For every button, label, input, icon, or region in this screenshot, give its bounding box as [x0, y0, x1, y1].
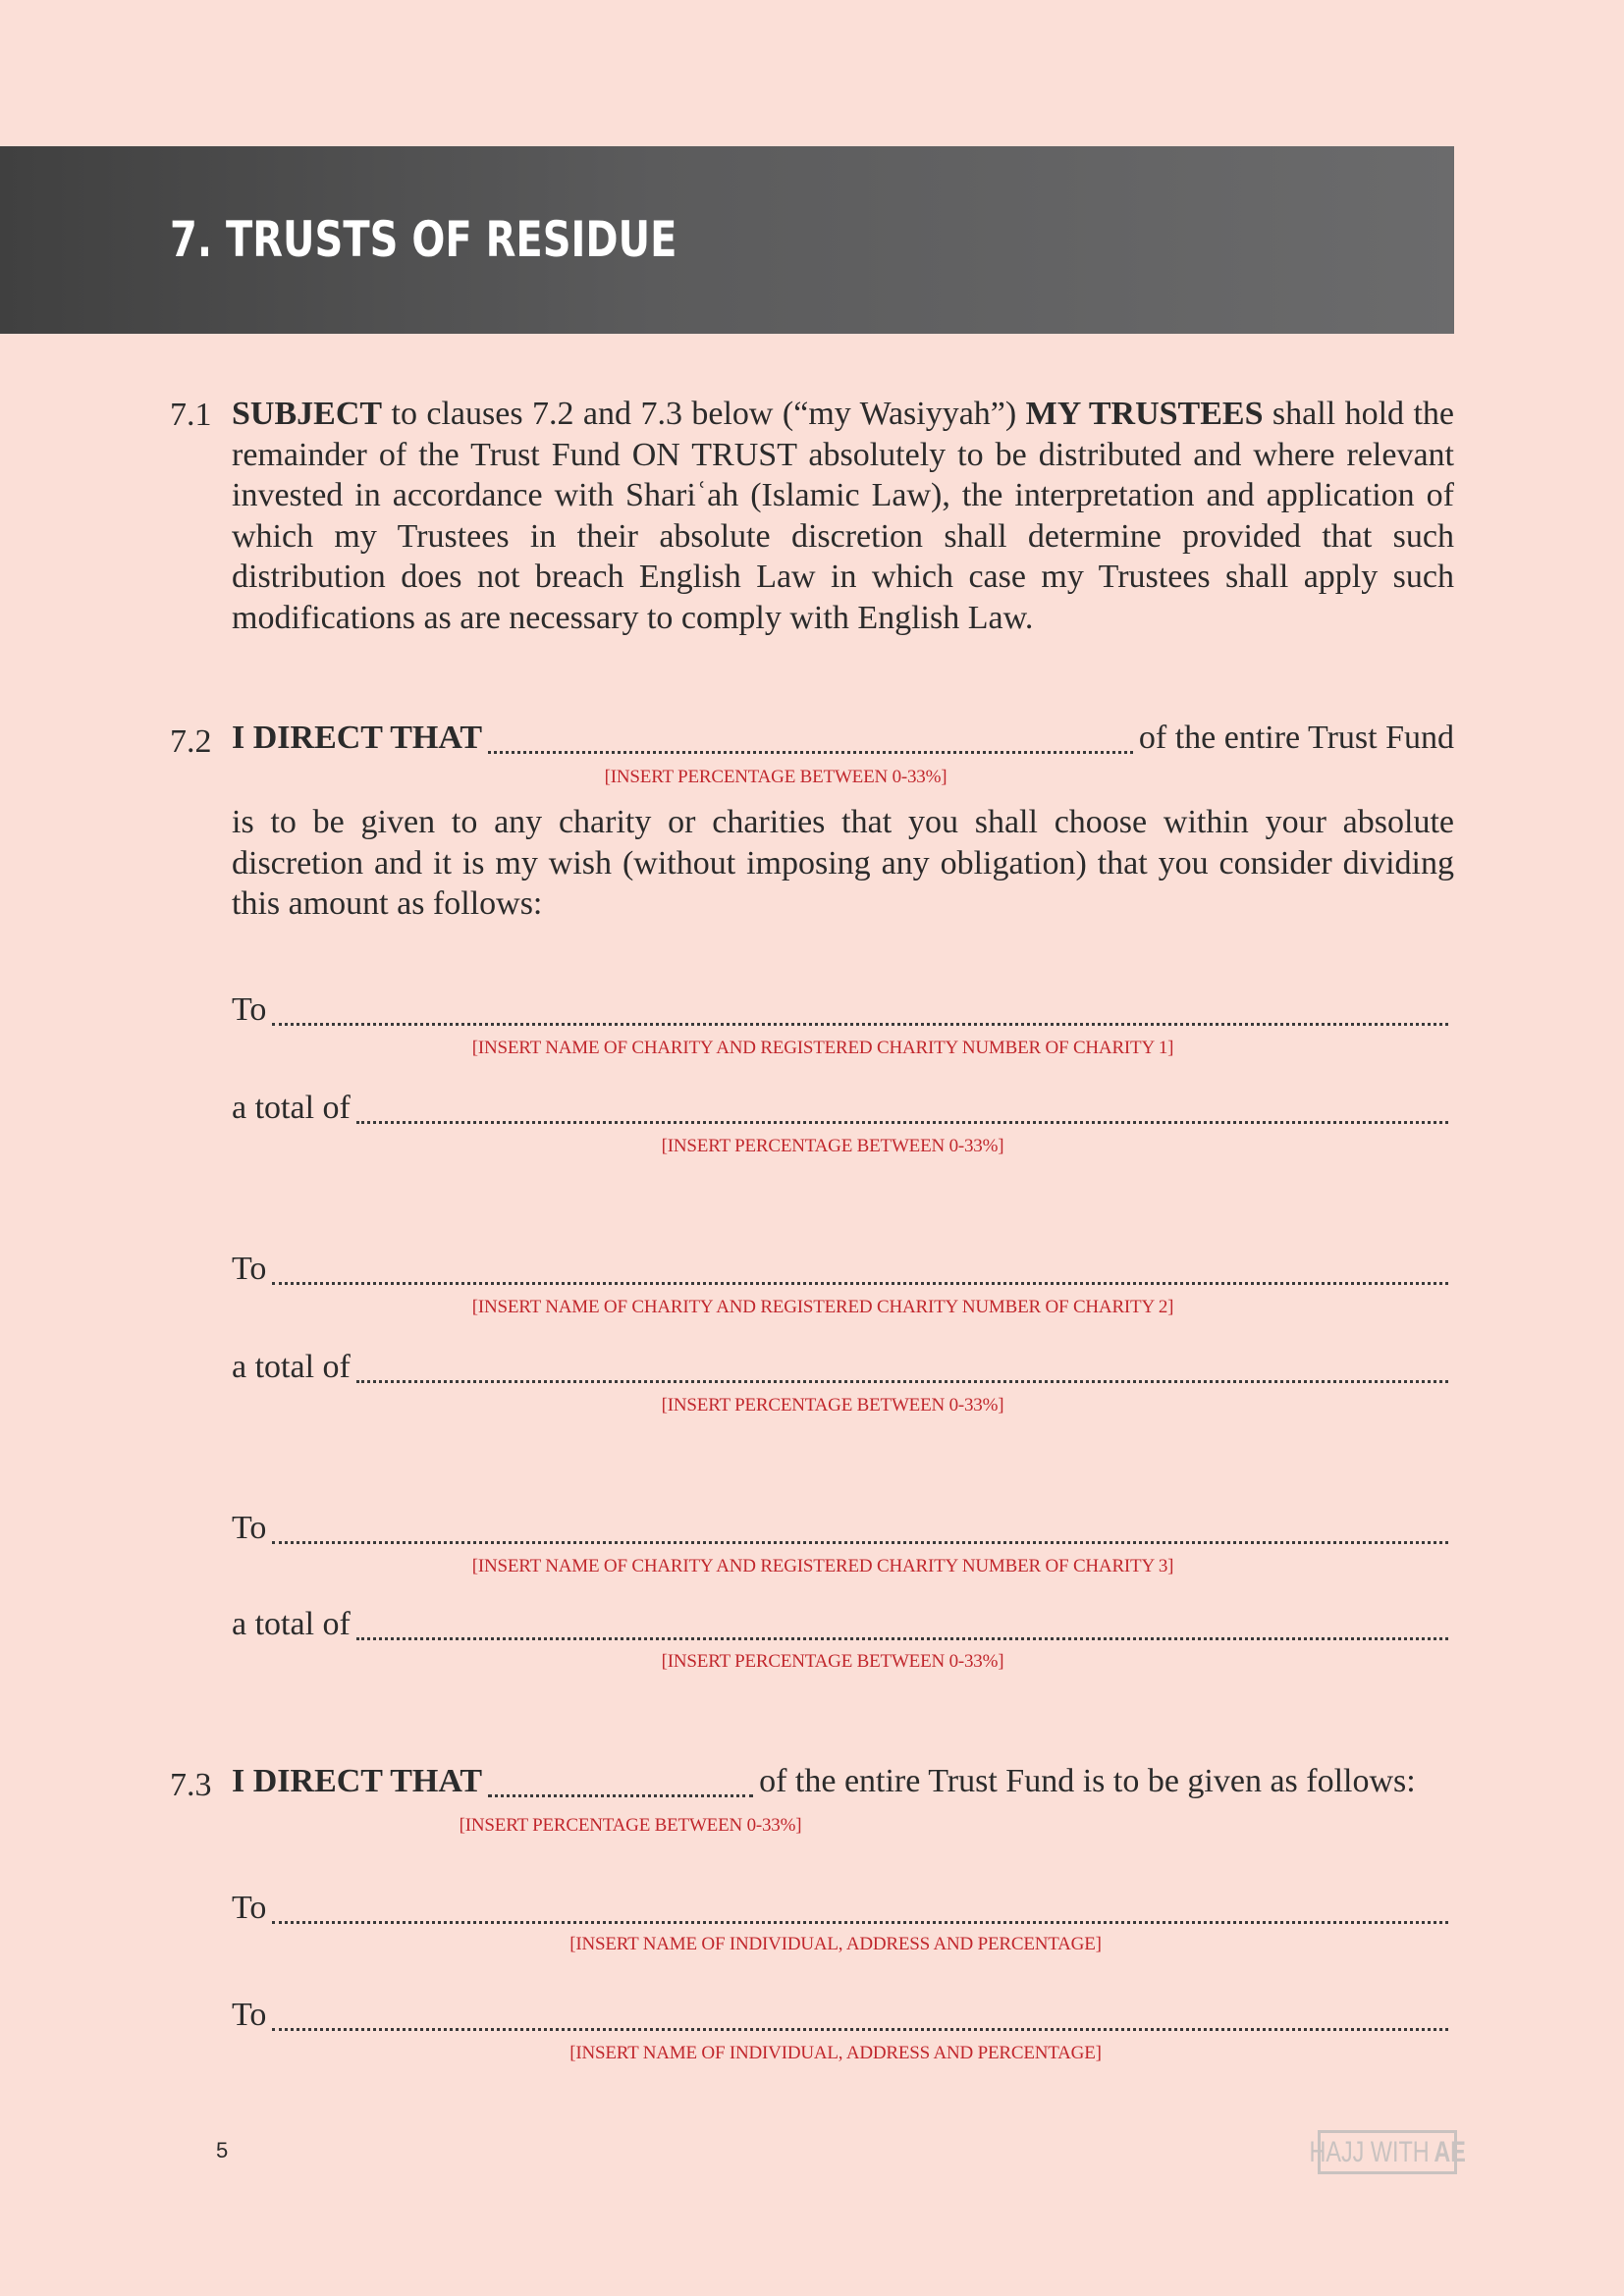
recipient-2-to-line: [232, 1997, 1454, 2040]
clause-7-2-hint: [INSERT PERCENTAGE BETWEEN 0-33%]: [604, 767, 947, 787]
clause-7-3-lead: I DIRECT THAT: [232, 1763, 483, 1799]
charity-1-total-line: [232, 1090, 1454, 1133]
recipient-2-hint: [INSERT NAME OF INDIVIDUAL, ADDRESS AND PERCENTAGE]: [569, 2043, 1102, 2063]
charity-2-percentage-hint: [INSERT PERCENTAGE BETWEEN 0-33%]: [661, 1395, 1004, 1415]
charity-2-total-line: [232, 1349, 1454, 1392]
page-number: 5: [216, 2138, 229, 2163]
section-title: 7. TRUSTS OF RESIDUE: [170, 211, 677, 268]
recipient-1-field[interactable]: [272, 1881, 1448, 1924]
charity-3-name-hint: [INSERT NAME OF CHARITY AND REGISTERED CHARITY NUMBER OF CHARITY 3]: [471, 1556, 1174, 1576]
charity-3-to-line: [232, 1510, 1454, 1553]
clause-7-1-text-part2: shall hold the remainder of the Trust Fund ON TRUST absolutely to be distributed and where relevant invested in accordance with Shariʿah (Islamic Law), the interpretation and application of which my Trustees in their absolute discretion shall determine provided that such distribution does not breach English Law in which case my Trustees shall apply such modifications as are necessary to comply with English Law.: [232, 396, 1454, 636]
brand-logo: [1309, 2130, 1466, 2174]
section-header-banner: [0, 146, 1454, 334]
clause-7-1-bold-trustees: MY TRUSTEES: [1025, 396, 1264, 432]
brand-part2: AE: [1434, 2135, 1466, 2168]
clause-7-1-text: [232, 394, 1454, 638]
brand-part1: HAJJ WITH: [1309, 2135, 1430, 2168]
charity-2-to-line: [232, 1251, 1454, 1294]
charity-1-name-field[interactable]: [272, 983, 1448, 1026]
charity-2-to-label: To: [232, 1251, 267, 1287]
clause-7-1-bold-subject: SUBJECT: [232, 396, 383, 432]
charity-2-percentage-field[interactable]: [356, 1340, 1448, 1383]
charity-3-to-label: To: [232, 1510, 267, 1546]
recipient-1-to-line: [232, 1890, 1454, 1933]
brand-logo-text: [1309, 2136, 1465, 2169]
clause-7-3-hint: [INSERT PERCENTAGE BETWEEN 0-33%]: [459, 1815, 802, 1836]
clause-7-3-percentage-field[interactable]: [488, 1754, 753, 1797]
clause-7-2-percentage-line: [232, 720, 1454, 763]
charity-3-total-line: [232, 1606, 1454, 1649]
charity-1-to-line: [232, 991, 1454, 1035]
charity-3-name-field[interactable]: [272, 1501, 1448, 1544]
clause-7-2-tail: of the entire Trust Fund: [1138, 720, 1454, 756]
charity-1-total-label: a total of: [232, 1090, 351, 1126]
recipient-1-to-label: To: [232, 1890, 267, 1926]
charity-1-name-hint: [INSERT NAME OF CHARITY AND REGISTERED CHARITY NUMBER OF CHARITY 1]: [471, 1038, 1174, 1058]
charity-1-percentage-hint: [INSERT PERCENTAGE BETWEEN 0-33%]: [661, 1136, 1004, 1156]
clause-7-2-body: is to be given to any charity or charities that you shall choose within your absolute discretion and it is my wish (without imposing any obligation) that you consider dividing this amount as follows:: [232, 804, 1454, 922]
clause-7-1-text-part1: to clauses 7.2 and 7.3 below (“my Wasiyyah”): [382, 396, 1026, 432]
clause-number-7-2: 7.2: [170, 723, 212, 760]
charity-3-total-label: a total of: [232, 1606, 351, 1642]
recipient-2-field[interactable]: [272, 1988, 1448, 2031]
recipient-1-hint: [INSERT NAME OF INDIVIDUAL, ADDRESS AND PERCENTAGE]: [569, 1934, 1102, 1954]
charity-1-percentage-field[interactable]: [356, 1081, 1448, 1124]
clause-7-2-percentage-field[interactable]: [488, 711, 1133, 754]
charity-2-name-hint: [INSERT NAME OF CHARITY AND REGISTERED CHARITY NUMBER OF CHARITY 2]: [471, 1297, 1174, 1317]
charity-3-percentage-field[interactable]: [356, 1597, 1448, 1640]
recipient-2-to-label: To: [232, 1997, 267, 2033]
charity-1-to-label: To: [232, 991, 267, 1028]
charity-3-percentage-hint: [INSERT PERCENTAGE BETWEEN 0-33%]: [661, 1651, 1004, 1672]
clause-7-2-lead: I DIRECT THAT: [232, 720, 483, 756]
clause-7-3-percentage-line: [232, 1763, 1454, 1806]
clause-7-3-tail: of the entire Trust Fund is to be given as follows:: [759, 1763, 1416, 1799]
clause-number-7-1: 7.1: [170, 397, 212, 433]
charity-2-total-label: a total of: [232, 1349, 351, 1385]
charity-2-name-field[interactable]: [272, 1242, 1448, 1285]
clause-number-7-3: 7.3: [170, 1767, 212, 1803]
